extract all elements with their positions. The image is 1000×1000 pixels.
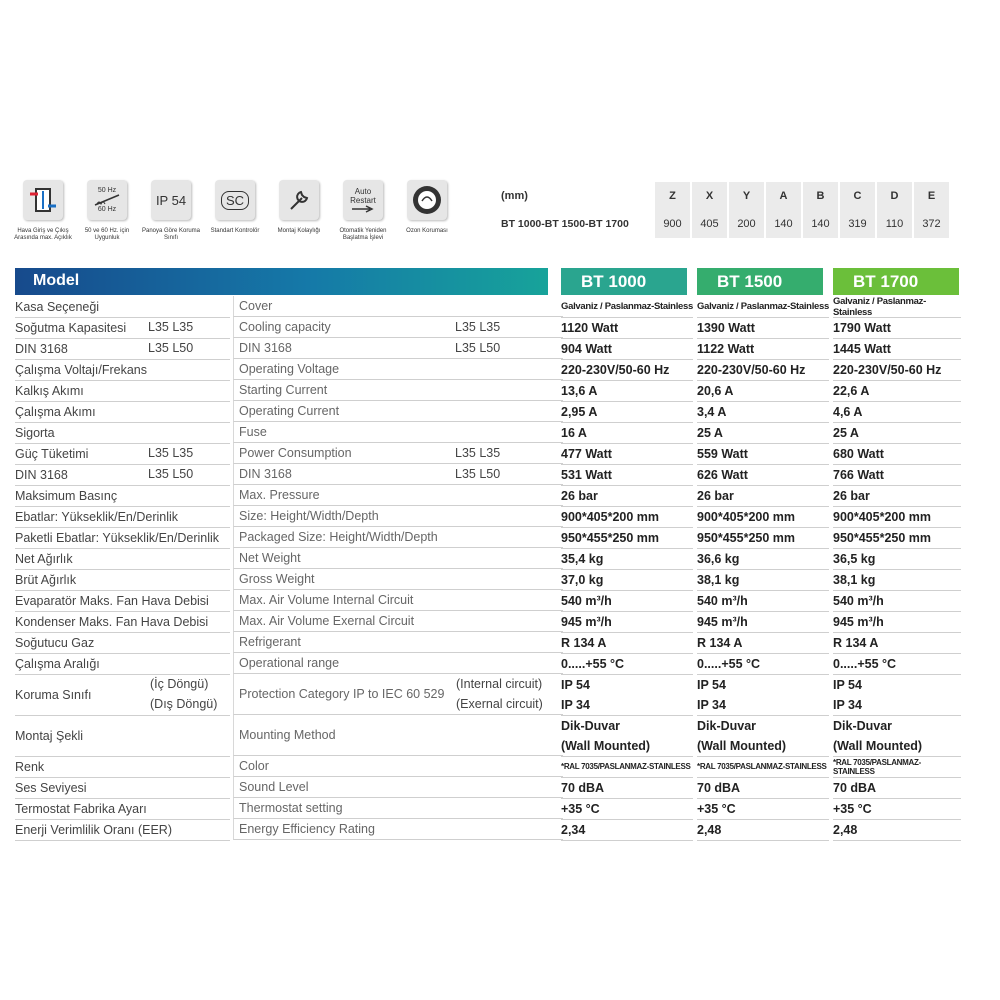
spec-label-en: Sound Level [233,777,563,798]
spec-value: 626 Watt [697,464,829,486]
spec-value: Dik-Duvar (Wall Mounted) [833,715,961,757]
sc-controller-icon [215,180,255,220]
spec-value: 26 bar [697,485,829,507]
spec-label-en: Packaged Size: Height/Width/Depth [233,527,563,548]
spec-value: 477 Watt [561,443,693,465]
spec-value: 36,6 kg [697,548,829,570]
spec-label-tr: Evaparatör Maks. Fan Hava Debisi [15,590,230,612]
spec-row [15,317,960,338]
spec-sub-en: (Internal circuit) [456,677,543,691]
spec-label-tr: Çalışma Aralığı [15,653,230,675]
spec-label-tr: Montaj Şekli [15,715,230,757]
spec-value: IP 54 IP 34 [697,674,829,716]
model-name: BT 1700 [853,272,919,291]
dimension-value: 110 [876,210,913,238]
ozone-icon [407,180,447,220]
spec-label-en: Refrigerant [233,632,563,653]
spec-label-tr: Çalışma Akımı [15,401,230,423]
icon-caption: Otomatik Yeniden Başlatma İşlevi [339,228,387,241]
feature-ip54 [140,180,202,242]
spec-value: 38,1 kg [833,569,961,591]
spec-value: 220-230V/50-60 Hz [561,359,693,381]
spec-row [15,590,960,611]
spec-label-en: Max. Air Volume Internal Circuit [233,590,563,611]
spec-value: 1122 Watt [697,338,829,360]
spec-row [15,611,960,632]
spec-label-tr: Çalışma Voltajı/Frekans [15,359,230,381]
spec-sub-en: L35 L35 [455,446,501,460]
spec-value: Dik-Duvar (Wall Mounted) [697,715,829,757]
dimension-header: D [876,182,913,210]
spec-value: 1390 Watt [697,317,829,339]
spec-label-tr: Brüt Ağırlık [15,569,230,591]
spec-value: 766 Watt [833,464,961,486]
spec-row [15,422,960,443]
spec-row [15,527,960,548]
spec-value: R 134 A [561,632,693,654]
spec-value: Galvaniz / Paslanmaz-Stainless [561,296,693,318]
spec-row [15,715,960,756]
spec-label-tr: Kalkış Akımı [15,380,230,402]
dimension-header: X [691,182,728,210]
spec-value: 2,95 A [561,401,693,423]
spec-value: R 134 A [833,632,961,654]
icon-glyph-text: 60 Hz [97,206,117,213]
spec-value: 70 dBA [561,777,693,799]
model-name: BT 1000 [581,272,647,291]
spec-value: +35 °C [833,798,961,820]
spec-label-tr: Soğutucu Gaz [15,632,230,654]
spec-value: 26 bar [561,485,693,507]
spec-label-en: Operating Voltage [233,359,563,380]
dimension-header: B [802,182,839,210]
auto-restart-icon [343,180,383,220]
spec-row [15,296,960,317]
spec-value: 1790 Watt [833,317,961,339]
icon-caption: Panoya Göre Koruma Sınıfı [141,228,201,241]
spec-value: 950*455*250 mm [697,527,829,549]
icon-caption: 50 ve 60 Hz. için Uygunluk [84,228,130,241]
icon-caption: Ozon Koruması [406,228,448,234]
spec-label-tr: Ses Seviyesi [15,777,230,799]
spec-label-en: Operational range [233,653,563,674]
spec-label-tr: DIN 3168 [15,338,230,360]
spec-sub-en: (Exernal circuit) [456,697,543,711]
icon-caption: Standart Kontrolör [210,228,260,234]
spec-label-en: DIN 3168 [233,338,563,359]
spec-value: 70 dBA [833,777,961,799]
spec-label-en: Fuse [233,422,563,443]
spec-label-tr: Net Ağırlık [15,548,230,570]
spec-value: 36,5 kg [833,548,961,570]
spec-sub-tr: (Dış Döngü) [150,697,218,711]
spec-row [15,443,960,464]
spec-label-en: Cover [233,296,563,317]
spec-label-tr: Sigorta [15,422,230,444]
spec-row [15,819,960,840]
spec-sub-tr: (İç Döngü) [150,677,209,691]
ip54-icon [151,180,191,220]
spec-value: 950*455*250 mm [833,527,961,549]
spec-sub-tr: L35 L50 [148,341,194,355]
spec-row [15,401,960,422]
spec-value: 35,4 kg [561,548,693,570]
spec-value: 2,34 [561,819,693,841]
dimension-value: 140 [802,210,839,238]
spec-value: 531 Watt [561,464,693,486]
spec-label-en: Thermostat setting [233,798,563,819]
spec-label-en: DIN 3168 [233,464,563,485]
spec-sub-tr: L35 L35 [148,446,194,460]
dimension-value: 900 [654,210,691,238]
spec-row [15,506,960,527]
spec-value: *RAL 7035/PASLANMAZ-STAINLESS [561,756,693,778]
spec-value: 904 Watt [561,338,693,360]
spec-value: 220-230V/50-60 Hz [697,359,829,381]
model-column-header-bt1700 [833,268,959,295]
spec-value: Galvaniz / Paslanmaz-Stainless [833,296,961,318]
spec-value: 26 bar [833,485,961,507]
feature-air-inlet [12,180,74,242]
spec-value: 900*405*200 mm [561,506,693,528]
spec-label-en: Max. Pressure [233,485,563,506]
spec-value: +35 °C [561,798,693,820]
dimension-header: C [839,182,876,210]
model-header [15,268,548,295]
spec-label-en: Net Weight [233,548,563,569]
spec-row [15,798,960,819]
spec-label-tr: Renk [15,756,230,778]
spec-value: 540 m³/h [561,590,693,612]
spec-label-en: Operating Current [233,401,563,422]
spec-label-tr: Kondenser Maks. Fan Hava Debisi [15,611,230,633]
frequency-icon [87,180,127,220]
spec-label-tr: Paketli Ebatlar: Yükseklik/En/Derinlik [15,527,230,549]
spec-label-tr: Kasa Seçeneği [15,296,230,318]
spec-label-tr: Enerji Verimlilik Oranı (EER) [15,819,230,841]
spec-sub-tr: L35 L35 [148,320,194,334]
spec-value: 22,6 A [833,380,961,402]
feature-frequency [76,180,138,242]
spec-value: 0.....+55 °C [561,653,693,675]
spec-value: 2,48 [833,819,961,841]
spec-row [15,674,960,715]
wrench-icon [279,180,319,220]
spec-value: *RAL 7035/PASLANMAZ-STAINLESS [697,756,829,778]
spec-label-tr: Güç Tüketimi [15,443,230,465]
dimension-value: 405 [691,210,728,238]
spec-value: 900*405*200 mm [697,506,829,528]
spec-value: 0.....+55 °C [697,653,829,675]
spec-row [15,380,960,401]
air-inlet-outlet-icon [23,180,63,220]
spec-row [15,756,960,777]
spec-value: 680 Watt [833,443,961,465]
spec-value: IP 54 IP 34 [833,674,961,716]
spec-label-en: Protection Category IP to IEC 60 529 [233,674,563,715]
spec-label-en: Gross Weight [233,569,563,590]
spec-value: +35 °C [697,798,829,820]
spec-label-en: Size: Height/Width/Depth [233,506,563,527]
spec-value: 220-230V/50-60 Hz [833,359,961,381]
dimension-header: Z [654,182,691,210]
spec-label-en: Power Consumption [233,443,563,464]
model-label: Model [33,272,80,289]
icon-caption: Hava Giriş ve Çıkış Arasında max. Açıklık [14,228,72,241]
dimension-unit: (mm) [501,190,528,202]
spec-value: 2,48 [697,819,829,841]
feature-ozone [396,180,458,235]
spec-value: 3,4 A [697,401,829,423]
spec-label-en: Color [233,756,563,777]
feature-controller [204,180,266,235]
spec-label-tr: Maksimum Basınç [15,485,230,507]
dimension-value: 319 [839,210,876,238]
spec-value: 13,6 A [561,380,693,402]
spec-value: 559 Watt [697,443,829,465]
dimension-value: 372 [913,210,949,238]
spec-value: 25 A [833,422,961,444]
spec-value: 945 m³/h [833,611,961,633]
spec-row [15,485,960,506]
icon-glyph-text: Auto Restart [350,187,376,205]
icon-glyph-text: 50 Hz [97,187,117,194]
spec-value: 0.....+55 °C [833,653,961,675]
spec-value: 1120 Watt [561,317,693,339]
spec-label-en: Max. Air Volume Exernal Circuit [233,611,563,632]
spec-value: Dik-Duvar (Wall Mounted) [561,715,693,757]
dimension-value: 140 [765,210,802,238]
spec-row [15,569,960,590]
spec-value: 16 A [561,422,693,444]
spec-value: 540 m³/h [697,590,829,612]
model-column-header-bt1000 [561,268,687,295]
spec-value: 540 m³/h [833,590,961,612]
spec-row [15,548,960,569]
spec-value: R 134 A [697,632,829,654]
spec-row [15,777,960,798]
spec-value: Galvaniz / Paslanmaz-Stainless [697,296,829,318]
icon-caption: Montaj Kolaylığı [277,228,321,234]
spec-value: 38,1 kg [697,569,829,591]
spec-value: *RAL 7035/PASLANMAZ-STAINLESS [833,756,961,778]
spec-label-tr: Ebatlar: Yükseklik/En/Derinlik [15,506,230,528]
feature-auto-restart [332,180,394,242]
spec-label-tr: Termostat Fabrika Ayarı [15,798,230,820]
spec-value: 950*455*250 mm [561,527,693,549]
spec-value: 945 m³/h [561,611,693,633]
spec-value: IP 54 IP 34 [561,674,693,716]
dimension-header: A [765,182,802,210]
spec-row [15,632,960,653]
feature-mounting [268,180,330,235]
spec-value: 1445 Watt [833,338,961,360]
spec-sub-en: L35 L50 [455,341,501,355]
spec-row [15,653,960,674]
spec-row [15,338,960,359]
model-column-header-bt1500 [697,268,823,295]
spec-value: 945 m³/h [697,611,829,633]
icon-glyph-text: IP 54 [155,192,187,208]
spec-value: 900*405*200 mm [833,506,961,528]
spec-value: 4,6 A [833,401,961,423]
dimension-value: 200 [728,210,765,238]
spec-row [15,464,960,485]
dimension-label: BT 1000-BT 1500-BT 1700 [501,218,629,230]
feature-icons [12,180,472,260]
spec-label-tr: DIN 3168 [15,464,230,486]
spec-value: 20,6 A [697,380,829,402]
spec-label-en: Cooling capacity [233,317,563,338]
spec-label-en: Mounting Method [233,715,563,756]
model-name: BT 1500 [717,272,783,291]
spec-label-en: Energy Efficiency Rating [233,819,563,840]
dimension-header: Y [728,182,765,210]
dimension-header: E [913,182,949,210]
spec-label-en: Starting Current [233,380,563,401]
dimensions-table [493,182,949,238]
spec-sub-en: L35 L50 [455,467,501,481]
spec-sub-tr: L35 L50 [148,467,194,481]
spec-row [15,359,960,380]
spec-value: 37,0 kg [561,569,693,591]
spec-label-tr: Soğutma Kapasitesi [15,317,230,339]
icon-glyph-text: SC [221,191,249,210]
spec-sub-en: L35 L35 [455,320,501,334]
spec-value: 25 A [697,422,829,444]
spec-value: 70 dBA [697,777,829,799]
spec-label-tr: Koruma Sınıfı [15,674,230,716]
